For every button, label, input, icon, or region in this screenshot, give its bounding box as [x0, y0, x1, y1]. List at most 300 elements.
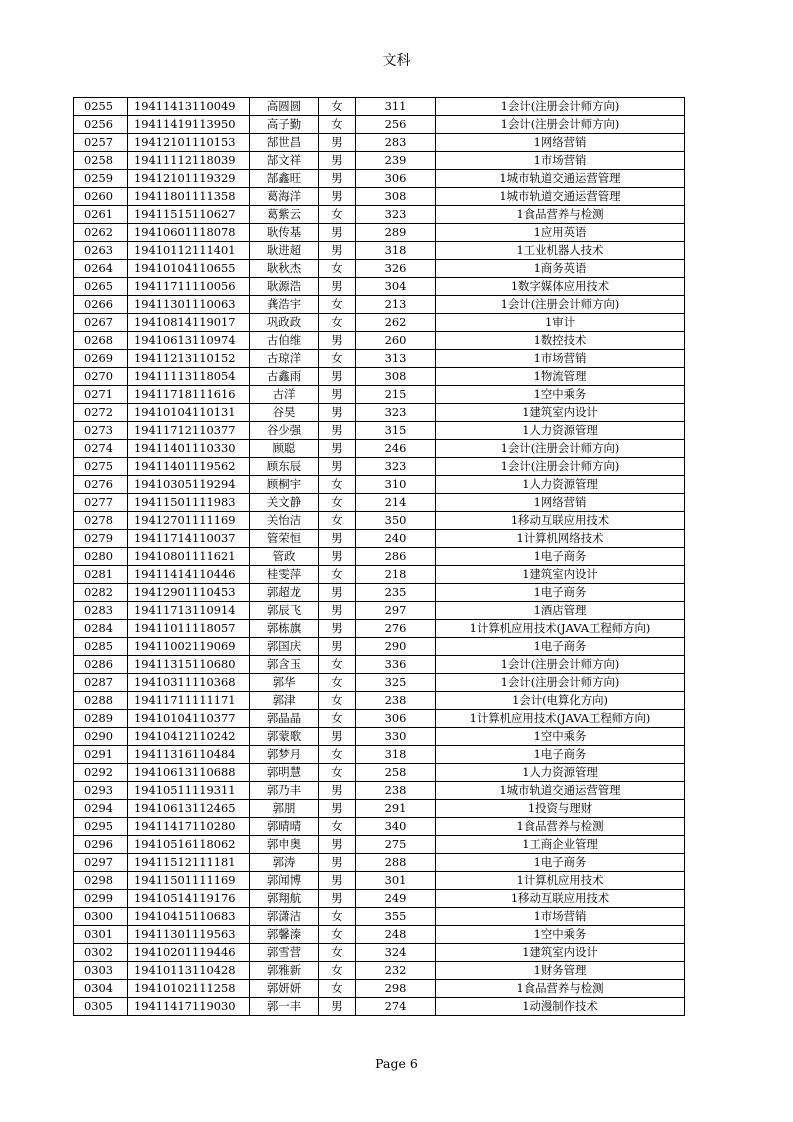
cell-major: 1会计(注册会计师方向): [436, 440, 685, 458]
cell-id: 19411417110280: [128, 818, 250, 836]
table-row: [74, 620, 685, 638]
cell-major: 1建筑室内设计: [436, 566, 685, 584]
cell-score: 218: [356, 566, 436, 584]
table-row: [74, 998, 685, 1016]
table-row: [74, 854, 685, 872]
cell-major: 1移动互联应用技术: [436, 512, 685, 530]
cell-sex: 女: [319, 512, 356, 530]
cell-major: 1动漫制作技术: [436, 998, 685, 1016]
cell-name: 郭朋: [250, 800, 319, 818]
cell-score: 325: [356, 674, 436, 692]
table-row: [74, 584, 685, 602]
cell-sex: 女: [319, 350, 356, 368]
cell-sex: 女: [319, 764, 356, 782]
cell-sex: 女: [319, 674, 356, 692]
cell-major: 1会计(注册会计师方向): [436, 98, 685, 116]
cell-sex: 男: [319, 242, 356, 260]
cell-seq: 0271: [74, 386, 128, 404]
cell-major: 1工商企业管理: [436, 836, 685, 854]
cell-score: 262: [356, 314, 436, 332]
cell-sex: 男: [319, 782, 356, 800]
table-row: [74, 206, 685, 224]
cell-score: 286: [356, 548, 436, 566]
cell-id: 19411213110152: [128, 350, 250, 368]
cell-seq: 0265: [74, 278, 128, 296]
cell-score: 330: [356, 728, 436, 746]
table-row: [74, 962, 685, 980]
cell-id: 19411512111181: [128, 854, 250, 872]
cell-major: 1食品营养与检测: [436, 206, 685, 224]
cell-sex: 男: [319, 224, 356, 242]
cell-score: 304: [356, 278, 436, 296]
cell-major: 1市场营销: [436, 152, 685, 170]
cell-seq: 0257: [74, 134, 128, 152]
cell-name: 郭辰飞: [250, 602, 319, 620]
cell-name: 郭华: [250, 674, 319, 692]
table-row: [74, 764, 685, 782]
cell-seq: 0284: [74, 620, 128, 638]
cell-major: 1电子商务: [436, 548, 685, 566]
cell-id: 19410104110655: [128, 260, 250, 278]
table-row: [74, 440, 685, 458]
table-row: [74, 260, 685, 278]
cell-seq: 0255: [74, 98, 128, 116]
cell-sex: 女: [319, 566, 356, 584]
cell-score: 310: [356, 476, 436, 494]
cell-major: 1城市轨道交通运营管理: [436, 188, 685, 206]
cell-name: 郭闻博: [250, 872, 319, 890]
admission-table: [73, 97, 685, 1016]
cell-id: 19410102111258: [128, 980, 250, 998]
cell-sex: 男: [319, 170, 356, 188]
cell-id: 19411401110330: [128, 440, 250, 458]
table-row: [74, 566, 685, 584]
cell-score: 260: [356, 332, 436, 350]
cell-sex: 男: [319, 638, 356, 656]
table-row: [74, 746, 685, 764]
cell-id: 19410112111401: [128, 242, 250, 260]
cell-sex: 男: [319, 278, 356, 296]
cell-id: 19410412110242: [128, 728, 250, 746]
cell-id: 19410601118078: [128, 224, 250, 242]
cell-seq: 0278: [74, 512, 128, 530]
cell-sex: 男: [319, 728, 356, 746]
cell-major: 1建筑室内设计: [436, 944, 685, 962]
cell-score: 283: [356, 134, 436, 152]
table-row: [74, 422, 685, 440]
cell-score: 275: [356, 836, 436, 854]
cell-score: 315: [356, 422, 436, 440]
cell-score: 350: [356, 512, 436, 530]
cell-seq: 0296: [74, 836, 128, 854]
cell-name: 郭一丰: [250, 998, 319, 1016]
cell-seq: 0300: [74, 908, 128, 926]
cell-major: 1人力资源管理: [436, 764, 685, 782]
table-body: [74, 98, 685, 1016]
cell-major: 1计算机应用技术: [436, 872, 685, 890]
cell-major: 1会计(注册会计师方向): [436, 296, 685, 314]
cell-seq: 0295: [74, 818, 128, 836]
cell-score: 301: [356, 872, 436, 890]
cell-score: 308: [356, 188, 436, 206]
table-row: [74, 980, 685, 998]
cell-sex: 女: [319, 710, 356, 728]
cell-seq: 0268: [74, 332, 128, 350]
cell-id: 19411801111358: [128, 188, 250, 206]
cell-id: 19411113118054: [128, 368, 250, 386]
cell-major: 1会计(注册会计师方向): [436, 656, 685, 674]
cell-sex: 女: [319, 98, 356, 116]
page-title: 文科: [382, 53, 411, 69]
cell-seq: 0269: [74, 350, 128, 368]
cell-sex: 女: [319, 926, 356, 944]
cell-score: 232: [356, 962, 436, 980]
cell-seq: 0285: [74, 638, 128, 656]
cell-major: 1会计(注册会计师方向): [436, 458, 685, 476]
cell-major: 1网络营销: [436, 134, 685, 152]
table-row: [74, 314, 685, 332]
cell-score: 324: [356, 944, 436, 962]
cell-id: 19410415110683: [128, 908, 250, 926]
table-row: [74, 476, 685, 494]
cell-id: 19411417119030: [128, 998, 250, 1016]
cell-score: 323: [356, 206, 436, 224]
table-row: [74, 530, 685, 548]
cell-seq: 0280: [74, 548, 128, 566]
cell-sex: 女: [319, 746, 356, 764]
cell-major: 1应用英语: [436, 224, 685, 242]
cell-score: 214: [356, 494, 436, 512]
cell-major: 1电子商务: [436, 746, 685, 764]
cell-major: 1空中乘务: [436, 386, 685, 404]
cell-id: 19410514119176: [128, 890, 250, 908]
cell-score: 215: [356, 386, 436, 404]
cell-score: 306: [356, 170, 436, 188]
cell-score: 256: [356, 116, 436, 134]
cell-name: 郜文祥: [250, 152, 319, 170]
cell-major: 1财务管理: [436, 962, 685, 980]
table-row: [74, 656, 685, 674]
cell-seq: 0288: [74, 692, 128, 710]
table-row: [74, 872, 685, 890]
cell-name: 耿源浩: [250, 278, 319, 296]
table-row: [74, 692, 685, 710]
cell-name: 巩政政: [250, 314, 319, 332]
cell-sex: 男: [319, 890, 356, 908]
cell-sex: 女: [319, 656, 356, 674]
cell-id: 19412101119329: [128, 170, 250, 188]
cell-id: 19412101110153: [128, 134, 250, 152]
table-row: [74, 242, 685, 260]
table-row: [74, 908, 685, 926]
cell-score: 249: [356, 890, 436, 908]
cell-id: 19411414110446: [128, 566, 250, 584]
cell-sex: 男: [319, 188, 356, 206]
cell-name: 顾东辰: [250, 458, 319, 476]
cell-major: 1计算机应用技术(JAVA工程师方向): [436, 620, 685, 638]
cell-seq: 0258: [74, 152, 128, 170]
cell-sex: 男: [319, 584, 356, 602]
cell-id: 19410613112465: [128, 800, 250, 818]
cell-score: 276: [356, 620, 436, 638]
cell-name: 郭潇洁: [250, 908, 319, 926]
table-row: [74, 602, 685, 620]
cell-sex: 女: [319, 296, 356, 314]
cell-major: 1电子商务: [436, 854, 685, 872]
cell-id: 19411401119562: [128, 458, 250, 476]
cell-id: 19411501111983: [128, 494, 250, 512]
cell-seq: 0277: [74, 494, 128, 512]
cell-sex: 男: [319, 404, 356, 422]
cell-seq: 0287: [74, 674, 128, 692]
cell-name: 郭馨溱: [250, 926, 319, 944]
cell-score: 238: [356, 782, 436, 800]
cell-name: 关怡洁: [250, 512, 319, 530]
cell-major: 1酒店管理: [436, 602, 685, 620]
cell-sex: 男: [319, 332, 356, 350]
cell-score: 258: [356, 764, 436, 782]
cell-name: 管荣恒: [250, 530, 319, 548]
table-row: [74, 512, 685, 530]
cell-score: 289: [356, 224, 436, 242]
cell-score: 246: [356, 440, 436, 458]
cell-sex: 男: [319, 530, 356, 548]
cell-name: 耿进超: [250, 242, 319, 260]
cell-id: 19411714110037: [128, 530, 250, 548]
cell-seq: 0294: [74, 800, 128, 818]
cell-seq: 0291: [74, 746, 128, 764]
cell-id: 19411316110484: [128, 746, 250, 764]
cell-major: 1审计: [436, 314, 685, 332]
table-row: [74, 224, 685, 242]
cell-score: 336: [356, 656, 436, 674]
cell-id: 19410511119311: [128, 782, 250, 800]
cell-major: 1物流管理: [436, 368, 685, 386]
cell-name: 耿秋杰: [250, 260, 319, 278]
cell-score: 290: [356, 638, 436, 656]
cell-sex: 男: [319, 440, 356, 458]
cell-seq: 0276: [74, 476, 128, 494]
cell-major: 1工业机器人技术: [436, 242, 685, 260]
cell-name: 郭津: [250, 692, 319, 710]
cell-seq: 0256: [74, 116, 128, 134]
cell-seq: 0272: [74, 404, 128, 422]
table-row: [74, 836, 685, 854]
cell-name: 古洋: [250, 386, 319, 404]
cell-major: 1市场营销: [436, 350, 685, 368]
cell-name: 郜鑫旺: [250, 170, 319, 188]
cell-sex: 男: [319, 458, 356, 476]
cell-seq: 0261: [74, 206, 128, 224]
cell-id: 19411315110680: [128, 656, 250, 674]
cell-id: 19411712110377: [128, 422, 250, 440]
cell-name: 郭涛: [250, 854, 319, 872]
cell-name: 关文静: [250, 494, 319, 512]
cell-name: 郭雅新: [250, 962, 319, 980]
cell-seq: 0297: [74, 854, 128, 872]
cell-major: 1会计(注册会计师方向): [436, 674, 685, 692]
cell-seq: 0266: [74, 296, 128, 314]
cell-major: 1投资与理财: [436, 800, 685, 818]
cell-seq: 0302: [74, 944, 128, 962]
cell-name: 谷少强: [250, 422, 319, 440]
cell-seq: 0270: [74, 368, 128, 386]
cell-seq: 0281: [74, 566, 128, 584]
cell-major: 1食品营养与检测: [436, 980, 685, 998]
cell-name: 郭晶晶: [250, 710, 319, 728]
cell-sex: 男: [319, 872, 356, 890]
cell-sex: 男: [319, 854, 356, 872]
cell-name: 郭晴晴: [250, 818, 319, 836]
cell-name: 龚浩宇: [250, 296, 319, 314]
table-row: [74, 188, 685, 206]
cell-id: 19411301119563: [128, 926, 250, 944]
cell-major: 1网络营销: [436, 494, 685, 512]
cell-seq: 0260: [74, 188, 128, 206]
table-row: [74, 926, 685, 944]
cell-seq: 0301: [74, 926, 128, 944]
cell-score: 340: [356, 818, 436, 836]
cell-id: 19411501111169: [128, 872, 250, 890]
cell-sex: 男: [319, 602, 356, 620]
cell-seq: 0263: [74, 242, 128, 260]
cell-seq: 0303: [74, 962, 128, 980]
cell-name: 郭含玉: [250, 656, 319, 674]
cell-id: 19411002119069: [128, 638, 250, 656]
cell-seq: 0286: [74, 656, 128, 674]
cell-name: 郜世昌: [250, 134, 319, 152]
cell-sex: 女: [319, 692, 356, 710]
cell-score: 213: [356, 296, 436, 314]
table-row: [74, 368, 685, 386]
table-row: [74, 296, 685, 314]
cell-id: 19410104110131: [128, 404, 250, 422]
cell-major: 1市场营销: [436, 908, 685, 926]
table-row: [74, 800, 685, 818]
cell-name: 高子勤: [250, 116, 319, 134]
page-number: Page 6: [375, 1056, 418, 1071]
table-row: [74, 782, 685, 800]
cell-score: 239: [356, 152, 436, 170]
cell-name: 郭明慧: [250, 764, 319, 782]
cell-sex: 男: [319, 800, 356, 818]
cell-sex: 男: [319, 152, 356, 170]
cell-major: 1城市轨道交通运营管理: [436, 782, 685, 800]
cell-major: 1空中乘务: [436, 926, 685, 944]
cell-sex: 女: [319, 206, 356, 224]
cell-score: 306: [356, 710, 436, 728]
cell-major: 1电子商务: [436, 638, 685, 656]
table-row: [74, 944, 685, 962]
cell-id: 19410516118062: [128, 836, 250, 854]
cell-name: 古鑫雨: [250, 368, 319, 386]
cell-id: 19411718111616: [128, 386, 250, 404]
cell-sex: 女: [319, 314, 356, 332]
cell-id: 19410113110428: [128, 962, 250, 980]
cell-id: 19411112118039: [128, 152, 250, 170]
cell-id: 19411713110914: [128, 602, 250, 620]
cell-major: 1空中乘务: [436, 728, 685, 746]
cell-seq: 0293: [74, 782, 128, 800]
cell-id: 19412901110453: [128, 584, 250, 602]
cell-id: 19411301110063: [128, 296, 250, 314]
cell-id: 19411515110627: [128, 206, 250, 224]
table-row: [74, 386, 685, 404]
cell-name: 高圆圆: [250, 98, 319, 116]
table-row: [74, 134, 685, 152]
cell-major: 1会计(注册会计师方向): [436, 116, 685, 134]
table-row: [74, 638, 685, 656]
cell-id: 19410104110377: [128, 710, 250, 728]
cell-score: 323: [356, 458, 436, 476]
table-row: [74, 152, 685, 170]
cell-major: 1计算机网络技术: [436, 530, 685, 548]
table-row: [74, 458, 685, 476]
cell-sex: 女: [319, 116, 356, 134]
cell-seq: 0292: [74, 764, 128, 782]
cell-seq: 0283: [74, 602, 128, 620]
cell-score: 311: [356, 98, 436, 116]
cell-seq: 0299: [74, 890, 128, 908]
cell-score: 355: [356, 908, 436, 926]
cell-seq: 0282: [74, 584, 128, 602]
cell-name: 谷昊: [250, 404, 319, 422]
cell-name: 郭超龙: [250, 584, 319, 602]
cell-id: 19410613110688: [128, 764, 250, 782]
cell-id: 19410801111621: [128, 548, 250, 566]
cell-score: 308: [356, 368, 436, 386]
cell-id: 19410613110974: [128, 332, 250, 350]
table-row: [74, 116, 685, 134]
table-row: [74, 674, 685, 692]
cell-id: 19411711110056: [128, 278, 250, 296]
cell-sex: 男: [319, 134, 356, 152]
cell-name: 葛海洋: [250, 188, 319, 206]
cell-score: 318: [356, 746, 436, 764]
cell-seq: 0264: [74, 260, 128, 278]
cell-seq: 0267: [74, 314, 128, 332]
cell-score: 248: [356, 926, 436, 944]
cell-name: 郭梦月: [250, 746, 319, 764]
cell-seq: 0305: [74, 998, 128, 1016]
cell-sex: 女: [319, 494, 356, 512]
cell-name: 管政: [250, 548, 319, 566]
table-row: [74, 548, 685, 566]
cell-major: 1移动互联应用技术: [436, 890, 685, 908]
cell-seq: 0273: [74, 422, 128, 440]
cell-seq: 0304: [74, 980, 128, 998]
cell-score: 274: [356, 998, 436, 1016]
cell-major: 1商务英语: [436, 260, 685, 278]
cell-major: 1数控技术: [436, 332, 685, 350]
cell-id: 19410305119294: [128, 476, 250, 494]
table-row: [74, 98, 685, 116]
cell-seq: 0290: [74, 728, 128, 746]
cell-name: 郭乃丰: [250, 782, 319, 800]
table-row: [74, 818, 685, 836]
cell-score: 235: [356, 584, 436, 602]
cell-major: 1电子商务: [436, 584, 685, 602]
cell-score: 238: [356, 692, 436, 710]
cell-name: 桂雯萍: [250, 566, 319, 584]
table-row: [74, 494, 685, 512]
table-row: [74, 332, 685, 350]
cell-major: 1食品营养与检测: [436, 818, 685, 836]
cell-seq: 0279: [74, 530, 128, 548]
cell-score: 313: [356, 350, 436, 368]
cell-major: 1人力资源管理: [436, 476, 685, 494]
cell-id: 19411011118057: [128, 620, 250, 638]
